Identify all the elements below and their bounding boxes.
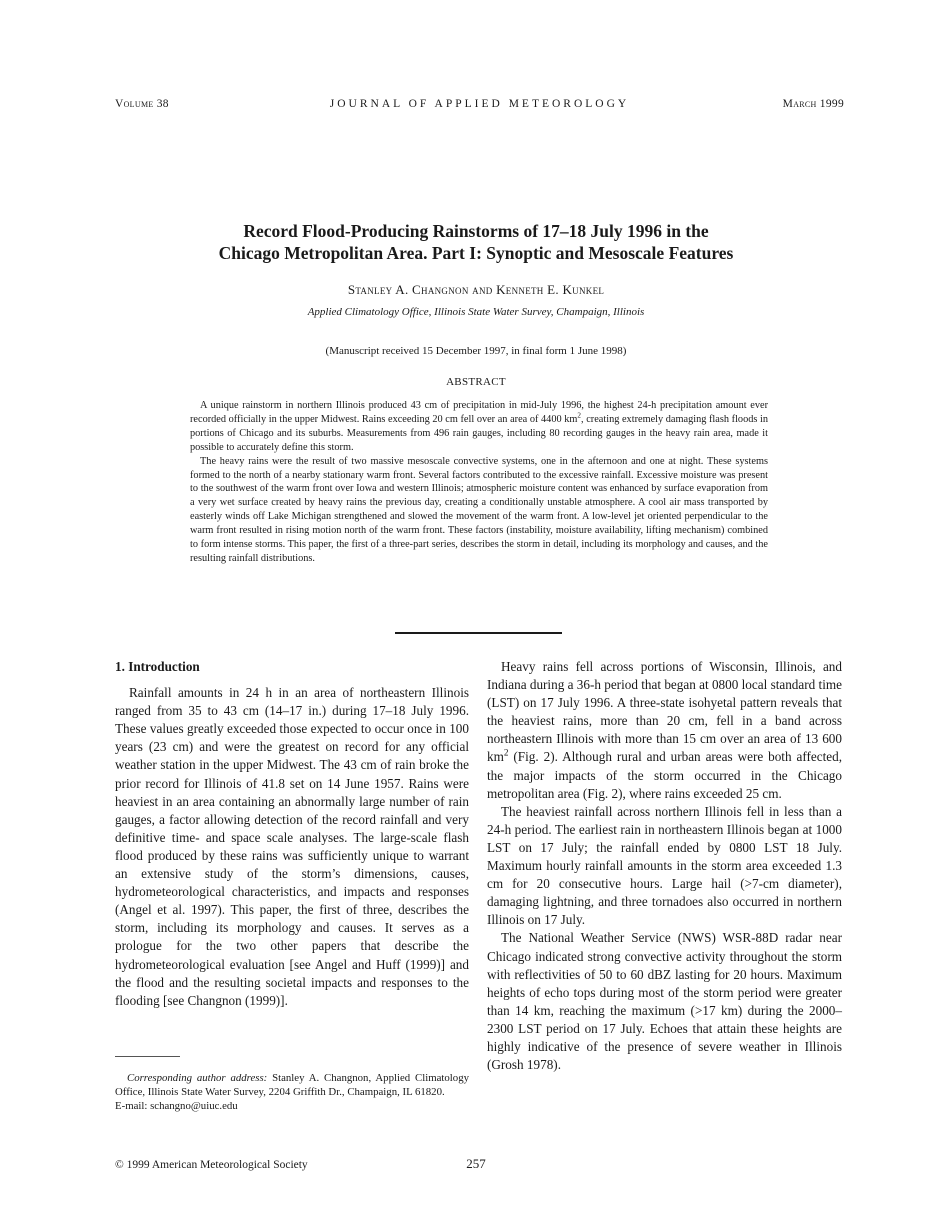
footnote-email: E-mail: schangno@uiuc.edu xyxy=(115,1100,238,1112)
abstract-paragraph: The heavy rains were the result of two massive mesoscale convective systems, one in the afternoon and one at night. These systems formed to the north of a nearby stationary warm front. Several factors contributed to the excessive rainfall. Excessive moisture was present to the southwest of the warm front over Iowa and western Illinois; atmospheric moisture content was enhanced by surface evaporation from a very wet surface created by heavy rains the previous day, creating a conditionally unstable atmosphere. A cool air mass transported by easterly winds off Lake Michigan strengthened and slowed the movement of the warm front. A low-level jet oriented perpendicular to the warm front resulted in rising motion north of the warm front. These factors (instability, moisture availability, lifting mechanism) combined to form intense storms. This paper, the first of a three-part series, describes the storm in detail, including its morphology and causes, and the resulting rainfall distributions. xyxy=(190,455,768,564)
running-header xyxy=(115,98,844,114)
body-paragraph: The heaviest rainfall across northern Illinois fell in less than a 24-h period. The earliest rain in northeastern Illinois began at 1000 LST on 17 July; the rainfall ended by 0800 LST 18 July. Maximum hourly rainfall amounts in the storm area exceeded 1.3 cm for 20 consecutive hours. Large hail (>7-cm diameter), damaging lightning, and three tornadoes also occurred in northern Illinois on 17 July. xyxy=(487,803,842,928)
right-column xyxy=(487,658,842,1074)
title-line-1: Record Flood-Producing Rainstorms of 17–18 July 1996 in the xyxy=(243,221,709,241)
body-paragraph: The National Weather Service (NWS) WSR-88D radar near Chicago indicated strong convective activity throughout the storm with reflectivities of 50 to 60 dBZ lasting for 20 hours. Maximum heights of echo tops during most of the storm period were greater than 14 km, reaching the maximum (>17 km) during the 2000–2300 LST period on 17 July. Echoes that attain these heights are highly indicative of the presence of severe weather in Illinois (Grosh 1978). xyxy=(487,930,842,1073)
footnote-label: Corresponding author address: xyxy=(127,1072,268,1084)
page-number: 257 xyxy=(466,1156,486,1171)
copyright-notice: © 1999 American Meteorological Society xyxy=(115,1159,308,1171)
abstract-heading: ABSTRACT xyxy=(446,376,506,388)
footnote xyxy=(115,1071,469,1113)
volume-label: Volume 38 xyxy=(115,98,169,110)
author-list: Stanley A. Changnon and Kenneth E. Kunkel xyxy=(347,282,605,297)
issue-date: March 1999 xyxy=(782,98,844,110)
abstract-text: A unique rainstorm in northern Illinois produced 43 cm of precipitation in mid-July 1996, the highest 24-h precipitation amount ever recorded officially in the upper Midwest. Rains exceeding 20 cm fell over an area of 4400 km xyxy=(190,400,768,425)
title-line-2: Chicago Metropolitan Area. Part I: Synoptic and Mesoscale Features xyxy=(218,243,734,263)
abstract-paragraph xyxy=(190,399,768,455)
journal-name: JOURNAL OF APPLIED METEOROLOGY xyxy=(329,98,630,110)
footnote-rule xyxy=(115,1056,180,1057)
left-column xyxy=(115,658,469,1010)
body-paragraph: Rainfall amounts in 24 h in an area of northeastern Illinois ranged from 35 to 43 cm (14–17 in.) during 17–18 July 1996. These values greatly exceeded those expected to occur once in 100 years (23 cm) and were the greatest on record for any official weather station in the upper Midwest. The 43 cm of rain broke the prior record for Illinois of 41.8 set on 14 June 1957. Rains were heaviest in an area containing an abnormally large number of rain gauges, a factor allowing detection of the record rainfall and very definitive time- and space scale analyses. The large-scale flash flood produced by these rains was sufficiently unique to warrant an extensive study of the storm’s dimensions, causes, hydrometeorological characteristics, and impacts and responses (Angel et al. 1997). This paper, the first of three, describes the storm, including its morphology and causes. It serves as a prologue for the two other papers that describe the hydrometeorological evaluation [see Angel and Huff (1999)] and the flood and the resulting societal impacts and responses to the flooding [see Changnon (1999)]. xyxy=(115,685,469,1008)
body-paragraph xyxy=(487,658,842,803)
body-text: Heavy rains fell across portions of Wisconsin, Illinois, and Indiana during a 36-h period that began at 0800 local standard time (LST) on 17 July 1996. A three-state isohyetal pattern reveals that the heaviest rains, more than 20 cm, fell in a band across northeastern Illinois with more than 15 cm over an area of 13 600 km xyxy=(487,659,842,765)
section-heading: 1. Introduction xyxy=(115,659,200,674)
footnote-address xyxy=(115,1071,469,1099)
superscript: 2 xyxy=(577,411,582,420)
manuscript-dates: (Manuscript received 15 December 1997, in final form 1 June 1998) xyxy=(325,345,627,357)
superscript: 2 xyxy=(503,748,509,759)
body-text: (Fig. 2). Although rural and urban areas were both affected, the major impacts of the storm occurred in the Chicago metropolitan area (Fig. 2), where rains exceeded 25 cm. xyxy=(487,749,842,801)
footnote-text: Stanley A. Changnon, Applied Climatology Office, Illinois State Water Survey, 2204 Griffith Dr., Champaign, IL 61820. xyxy=(115,1072,469,1098)
abstract-text: , creating extremely damaging flash floods in portions of Chicago and its suburbs. Measurements from 496 rain gauges, including 80 recording gauges in the heavy rain area, made it possible to accurately define this storm. xyxy=(190,413,769,453)
affiliation: Applied Climatology Office, Illinois State Water Survey, Champaign, Illinois xyxy=(307,306,645,318)
section-divider xyxy=(395,632,562,634)
paper-title xyxy=(100,220,852,264)
abstract-body xyxy=(190,399,768,566)
